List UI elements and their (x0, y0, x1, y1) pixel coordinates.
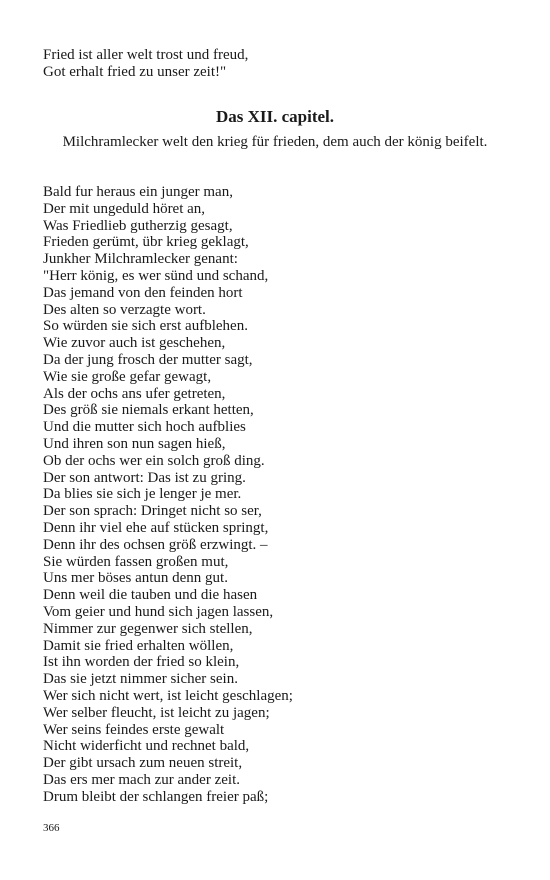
verse-line: Sie würden fassen großen mut, (43, 553, 229, 570)
verse-line: Wie sie große gefar gewagt, (43, 368, 212, 385)
verse-line: Der son sprach: Dringet nicht so ser, (43, 503, 262, 520)
verse-line: Des größ sie niemals erkant hetten, (43, 402, 254, 419)
verse-line: Ob der ochs wer ein solch groß ding. (43, 452, 265, 469)
verse-line: Da der jung frosch der mutter sagt, (43, 351, 253, 368)
main-verse (43, 184, 513, 805)
verse-line: Denn ihr viel ehe auf stücken springt, (43, 519, 269, 536)
verse-line: Got erhalt fried zu unser zeit!" (43, 63, 227, 80)
verse-line: "Herr könig, es wer sünd und schand, (43, 267, 269, 284)
verse-line: Denn ihr des ochsen größ erzwingt. – (43, 536, 268, 553)
verse-line: So würden sie sich erst aufblehen. (43, 318, 248, 335)
verse-line: Das sie jetzt nimmer sicher sein. (43, 671, 238, 688)
verse-line: Der mit ungeduld höret an, (43, 200, 206, 217)
verse-line: Uns mer böses antun denn gut. (43, 570, 228, 587)
verse-line: Wie zuvor auch ist geschehen, (43, 335, 226, 352)
verse-line: Fried ist aller welt trost und freud, (43, 47, 249, 63)
verse-line: Wer seins feindes erste gewalt (43, 721, 225, 738)
chapter-summary: Milchramlecker welt den krieg für frieden, dem auch der könig beifelt. (62, 134, 488, 150)
verse-line: Drum bleibt der schlangen freier paß; (43, 788, 269, 805)
intro-verse (43, 47, 513, 81)
page-number: 366 (43, 822, 60, 834)
verse-line: Denn weil die tauben und die hasen (43, 587, 258, 604)
verse-line: Der gibt ursach zum neuen streit, (43, 755, 243, 772)
verse-line: Wer selber fleucht, ist leicht zu jagen; (43, 704, 270, 721)
verse-line: Der son antwort: Das ist zu gring. (43, 469, 246, 486)
verse-line: Und ihren son nun sagen hieß, (43, 435, 226, 452)
verse-line: Bald fur heraus ein junger man, (43, 184, 233, 200)
verse-line: Damit sie fried erhalten wöllen, (43, 637, 234, 654)
verse-line: Vom geier und hund sich jagen lassen, (43, 603, 274, 620)
verse-line: Als der ochs ans ufer getreten, (43, 385, 226, 402)
verse-line: Des alten so verzagte wort. (43, 301, 206, 318)
verse-line: Ist ihn worden der fried so klein, (43, 654, 240, 671)
verse-line: Junkher Milchramlecker genant: (43, 251, 238, 268)
verse-line: Nicht widerficht und rechnet bald, (43, 738, 250, 755)
verse-line: Wer sich nicht wert, ist leicht geschlagen; (43, 687, 293, 704)
verse-line: Da blies sie sich je lenger je mer. (43, 486, 242, 503)
verse-line: Und die mutter sich hoch aufblies (43, 419, 246, 436)
chapter-title: Das XII. capitel. (215, 107, 335, 126)
verse-line: Was Friedlieb gutherzig gesagt, (43, 217, 233, 234)
verse-line: Nimmer zur gegenwer sich stellen, (43, 620, 253, 637)
verse-line: Das ers mer mach zur ander zeit. (43, 771, 240, 788)
verse-line: Das jemand von den feinden hort (43, 284, 243, 301)
verse-line: Frieden gerümt, übr krieg geklagt, (43, 234, 249, 251)
